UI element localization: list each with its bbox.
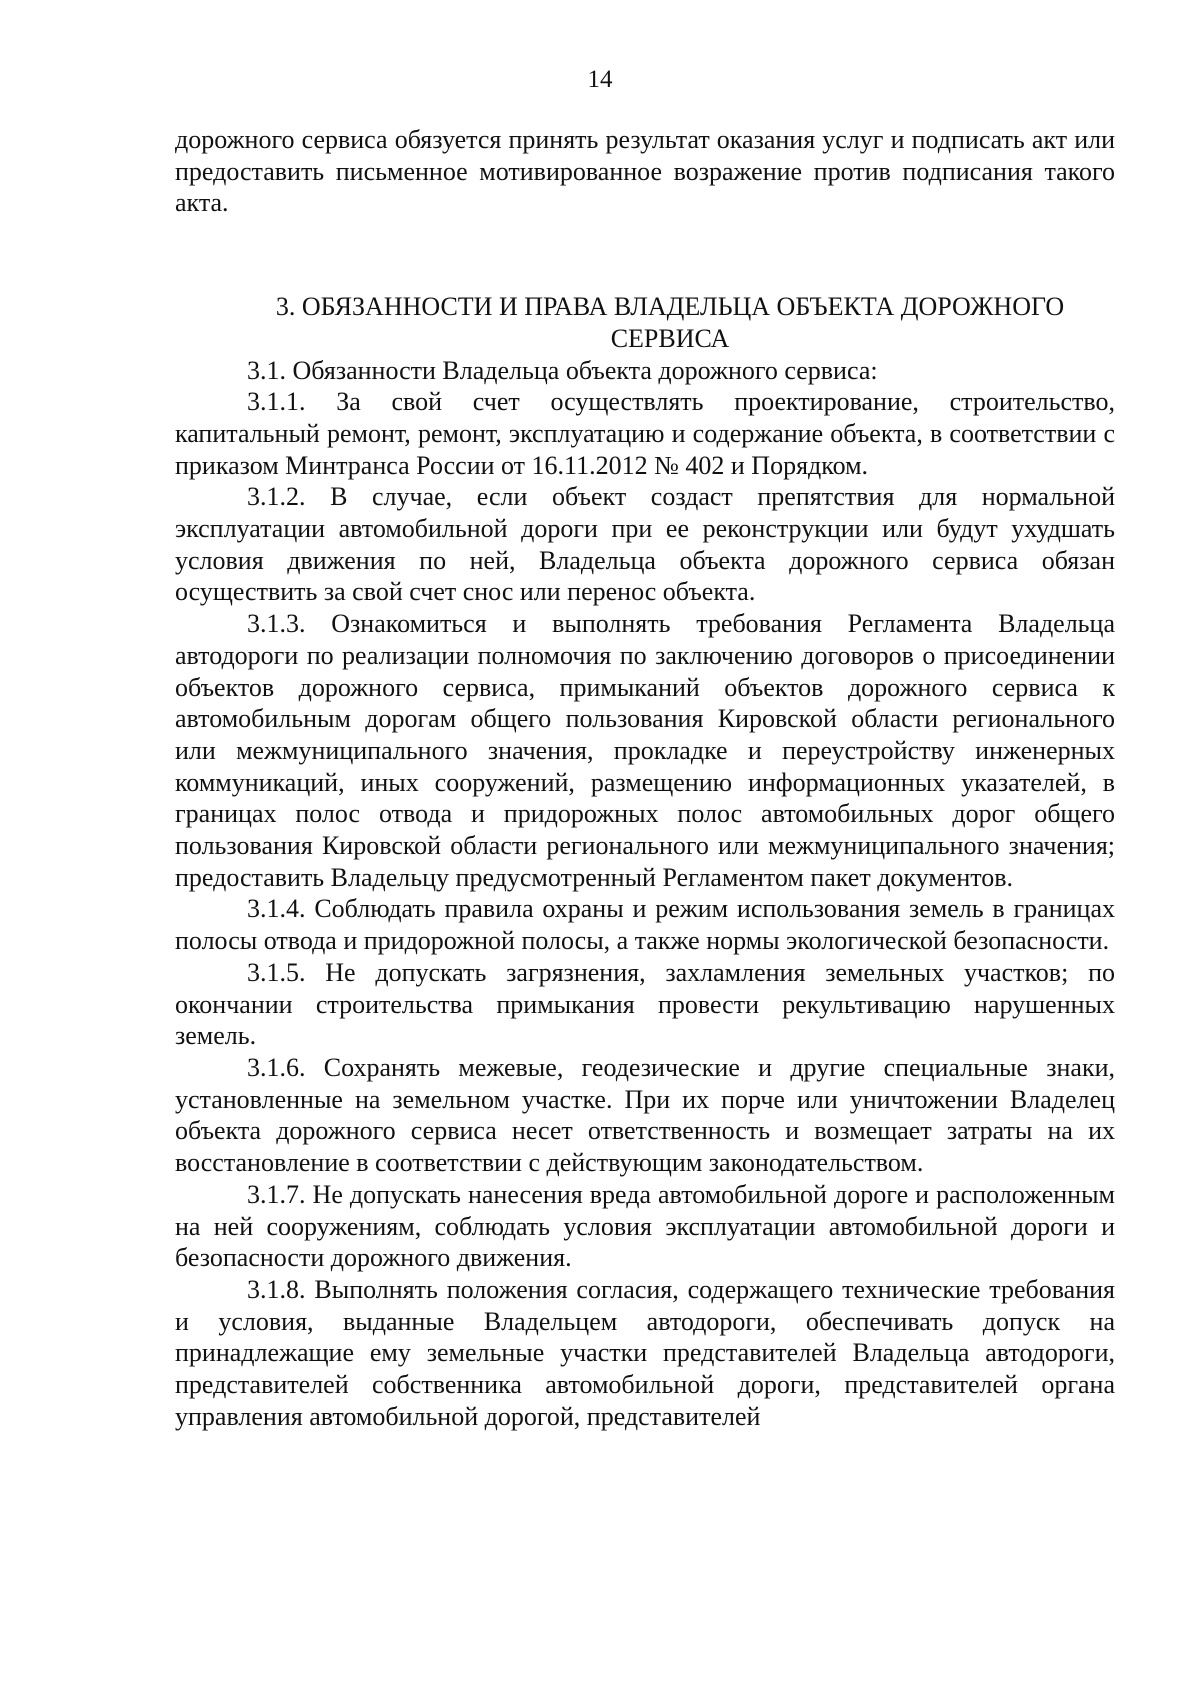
paragraph-3-1-4: 3.1.4. Соблюдать правила охраны и режим использования земель в границах полосы отвода и придорожной полосы, а также нормы экологической безопасности.: [175, 894, 1115, 956]
paragraph-3-1-5: 3.1.5. Не допускать загрязнения, захламления земельных участков; по окончании строительства примыкания провести рекультивацию нарушенных земель.: [175, 957, 1115, 1051]
section-heading: 3. ОБЯЗАННОСТИ И ПРАВА ВЛАДЕЛЬЦА ОБЪЕКТА ДОРОЖНОГО СЕРВИСА: [275, 292, 1065, 353]
paragraph-3-1-3: 3.1.3. Ознакомиться и выполнять требования Регламента Владельца автодороги по реализации полномочия по заключению договоров о присоединении объектов дорожного сервиса, примыканий объектов дорожного сервиса к автомобильным дорогам общего пользования Кировской области регионального или межмуниципального значения, прокладке и переустройству инженерных коммуникаций, иных сооружений, размещению информационных указателей, в границах полос отвода и придорожных полос автомобильных дорог общего пользования Кировской области регионального или межмуниципального значения; предоставить Владельцу предусмотренный Регламентом пакет документов.: [175, 609, 1115, 892]
page-number: 14: [587, 66, 613, 93]
paragraph-3-1-6: 3.1.6. Сохранять межевые, геодезические и другие специальные знаки, установленные на земельном участке. При их порче или уничтожении Владелец объекта дорожного сервиса несет ответственность и возмещает затраты на их восстановление в соответствии с действующим законодательством.: [175, 1052, 1115, 1178]
paragraph-3-1-8: 3.1.8. Выполнять положения согласия, содержащего технические требования и условия, выданные Владельцем автодороги, обеспечивать допуск на принадлежащие ему земельные участки представителей Владельца автодороги, представителей собственника автомобильной дороги, представителей органа управления автомобильной дорогой, представителей: [175, 1274, 1115, 1431]
paragraph-3-1-1: 3.1.1. За свой счет осуществлять проектирование, строительство, капитальный ремонт, ремонт, эксплуатацию и содержание объекта, в соответствии с приказом Минтранса России от 16.11.2012 № 402 и Порядком.: [175, 387, 1115, 480]
paragraph-3-1: 3.1. Обязанности Владельца объекта дорожного сервиса:: [247, 355, 878, 385]
paragraph-continuation: дорожного сервиса обязуется принять результат оказания услуг и подписать акт или предоставить письменное мотивированное возражение против подписания такого акта.: [175, 125, 1115, 218]
paragraph-3-1-2: 3.1.2. В случае, если объект создаст препятствия для нормальной эксплуатации автомобильной дороги при ее реконструкции или будут ухудшать условия движения по ней, Владельца объекта дорожного сервиса обязан осуществить за свой счет снос или перенос объекта.: [175, 482, 1115, 607]
document-body: [175, 124, 1115, 1432]
paragraph-3-1-7: 3.1.7. Не допускать нанесения вреда автомобильной дороге и расположенным на ней сооружениям, соблюдать условия эксплуатации автомобильной дороги и безопасности дорожного движения.: [175, 1179, 1115, 1273]
